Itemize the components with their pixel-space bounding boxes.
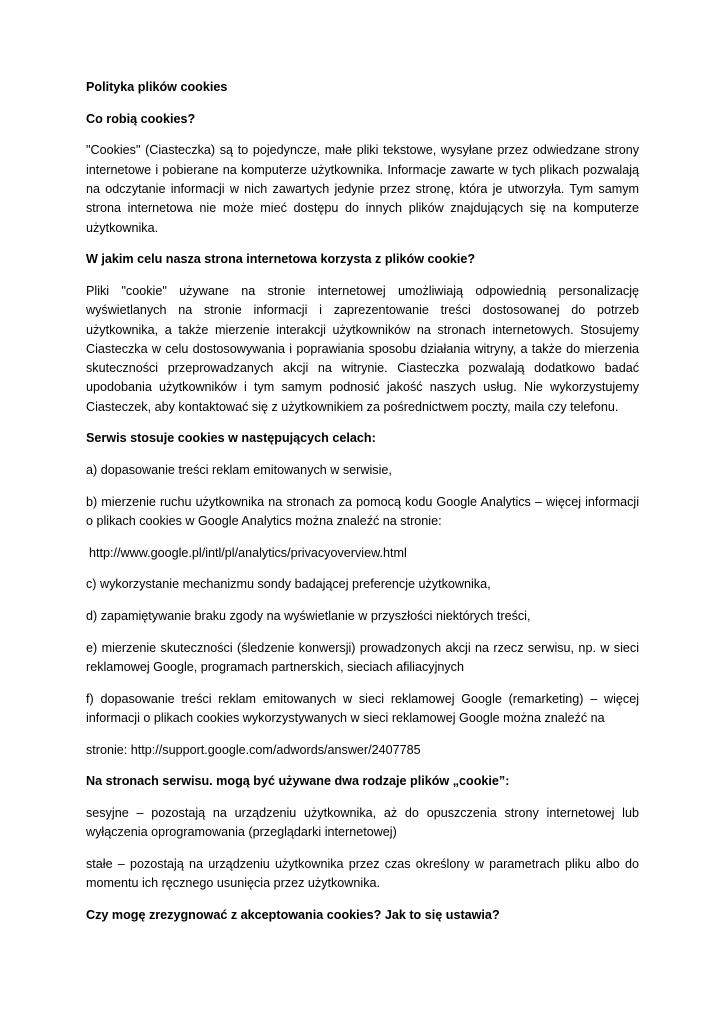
document-page [86, 78, 639, 938]
cookie-type-session: sesyjne – pozostają na urządzeniu użytkownika, aż do opuszczenia strony internetowej lub wyłączenia oprogramowania (przeglądarki internetowej) [86, 806, 639, 840]
analytics-link[interactable]: http://www.google.pl/intl/pl/analytics/privacyoverview.html [89, 545, 407, 560]
heading-purpose: W jakim celu nasza strona internetowa korzysta z plików cookie? [86, 252, 476, 267]
list-item-b: b) mierzenie ruchu użytkownika na stronach za pomocą kodu Google Analytics – więcej informacji o plikach cookies w Google Analytics można znaleźć na stronie: [86, 494, 639, 529]
list-item-e: e) mierzenie skuteczności (śledzenie konwersji) prowadzonych akcji na rzecz serwisu, np. w sieci reklamowej Google, programach partnerskich, sieciach afiliacyjnych [86, 640, 639, 675]
heading-cookie-types: Na stronach serwisu. mogą być używane dwa rodzaje plików „cookie”: [86, 774, 510, 789]
document-title: Polityka plików cookies [86, 80, 228, 94]
cookie-type-persistent: stałe – pozostają na urządzeniu użytkownika przez czas określony w parametrach pliku albo do momentu ich ręcznego usunięcia przez użytkownika. [86, 857, 639, 891]
list-item-a: a) dopasowanie treści reklam emitowanych w serwisie, [86, 463, 392, 478]
list-item-d: d) zapamiętywanie braku zgody na wyświetlanie w przyszłości niektórych treści, [86, 609, 531, 624]
heading-opt-out: Czy mogę zrezygnować z akceptowania cookies? Jak to się ustawia? [86, 908, 500, 923]
paragraph-what-cookies-do: "Cookies" (Ciasteczka) są to pojedyncze, małe pliki tekstowe, wysyłane przez odwiedzane strony internetowe i pobierane na komputerze użytkownika. Informacje zawarte w tych plikach pozwalają na odczytanie informacji w nich zawartych jedynie przez stronę, która je utworzyła. Tym samym strona internetowa nie może mieć dostępu do innych plików znajdujących się na komputerze użytkownika. [86, 143, 639, 235]
list-item-f: f) dopasowanie treści reklam emitowanych w sieci reklamowej Google (remarketing) – więcej informacji o plikach cookies wykorzystywanych w sieci reklamowej Google można znaleźć na [86, 691, 639, 726]
heading-uses: Serwis stosuje cookies w następujących celach: [86, 431, 376, 446]
paragraph-purpose: Pliki "cookie" używane na stronie internetowej umożliwiają odpowiednią personalizację wyświetlanych na stronie informacji i zaprezentowanie treści dostosowanej do potrzeb użytkownika, a także mierzenie interakcji użytkowników na stronach internetowych. Stosujemy Ciasteczka w celu dostosowywania i poprawiania sposobu działania witryny, a także do mierzenia skuteczności przeprowadzanych akcji na witrynie. Ciasteczka pozwalają dodatkowo badać upodobania użytkowników i tym samym podnosić jakość naszych usług. Nie wykorzystujemy Ciasteczek, aby kontaktować się z użytkownikiem za pośrednictwem poczty, maila czy telefonu. [86, 283, 639, 414]
adwords-link[interactable]: stronie: http://support.google.com/adwords/answer/2407785 [86, 742, 421, 757]
heading-what-cookies-do: Co robią cookies? [86, 111, 196, 126]
list-item-c: c) wykorzystanie mechanizmu sondy badającej preferencje użytkownika, [86, 577, 491, 592]
